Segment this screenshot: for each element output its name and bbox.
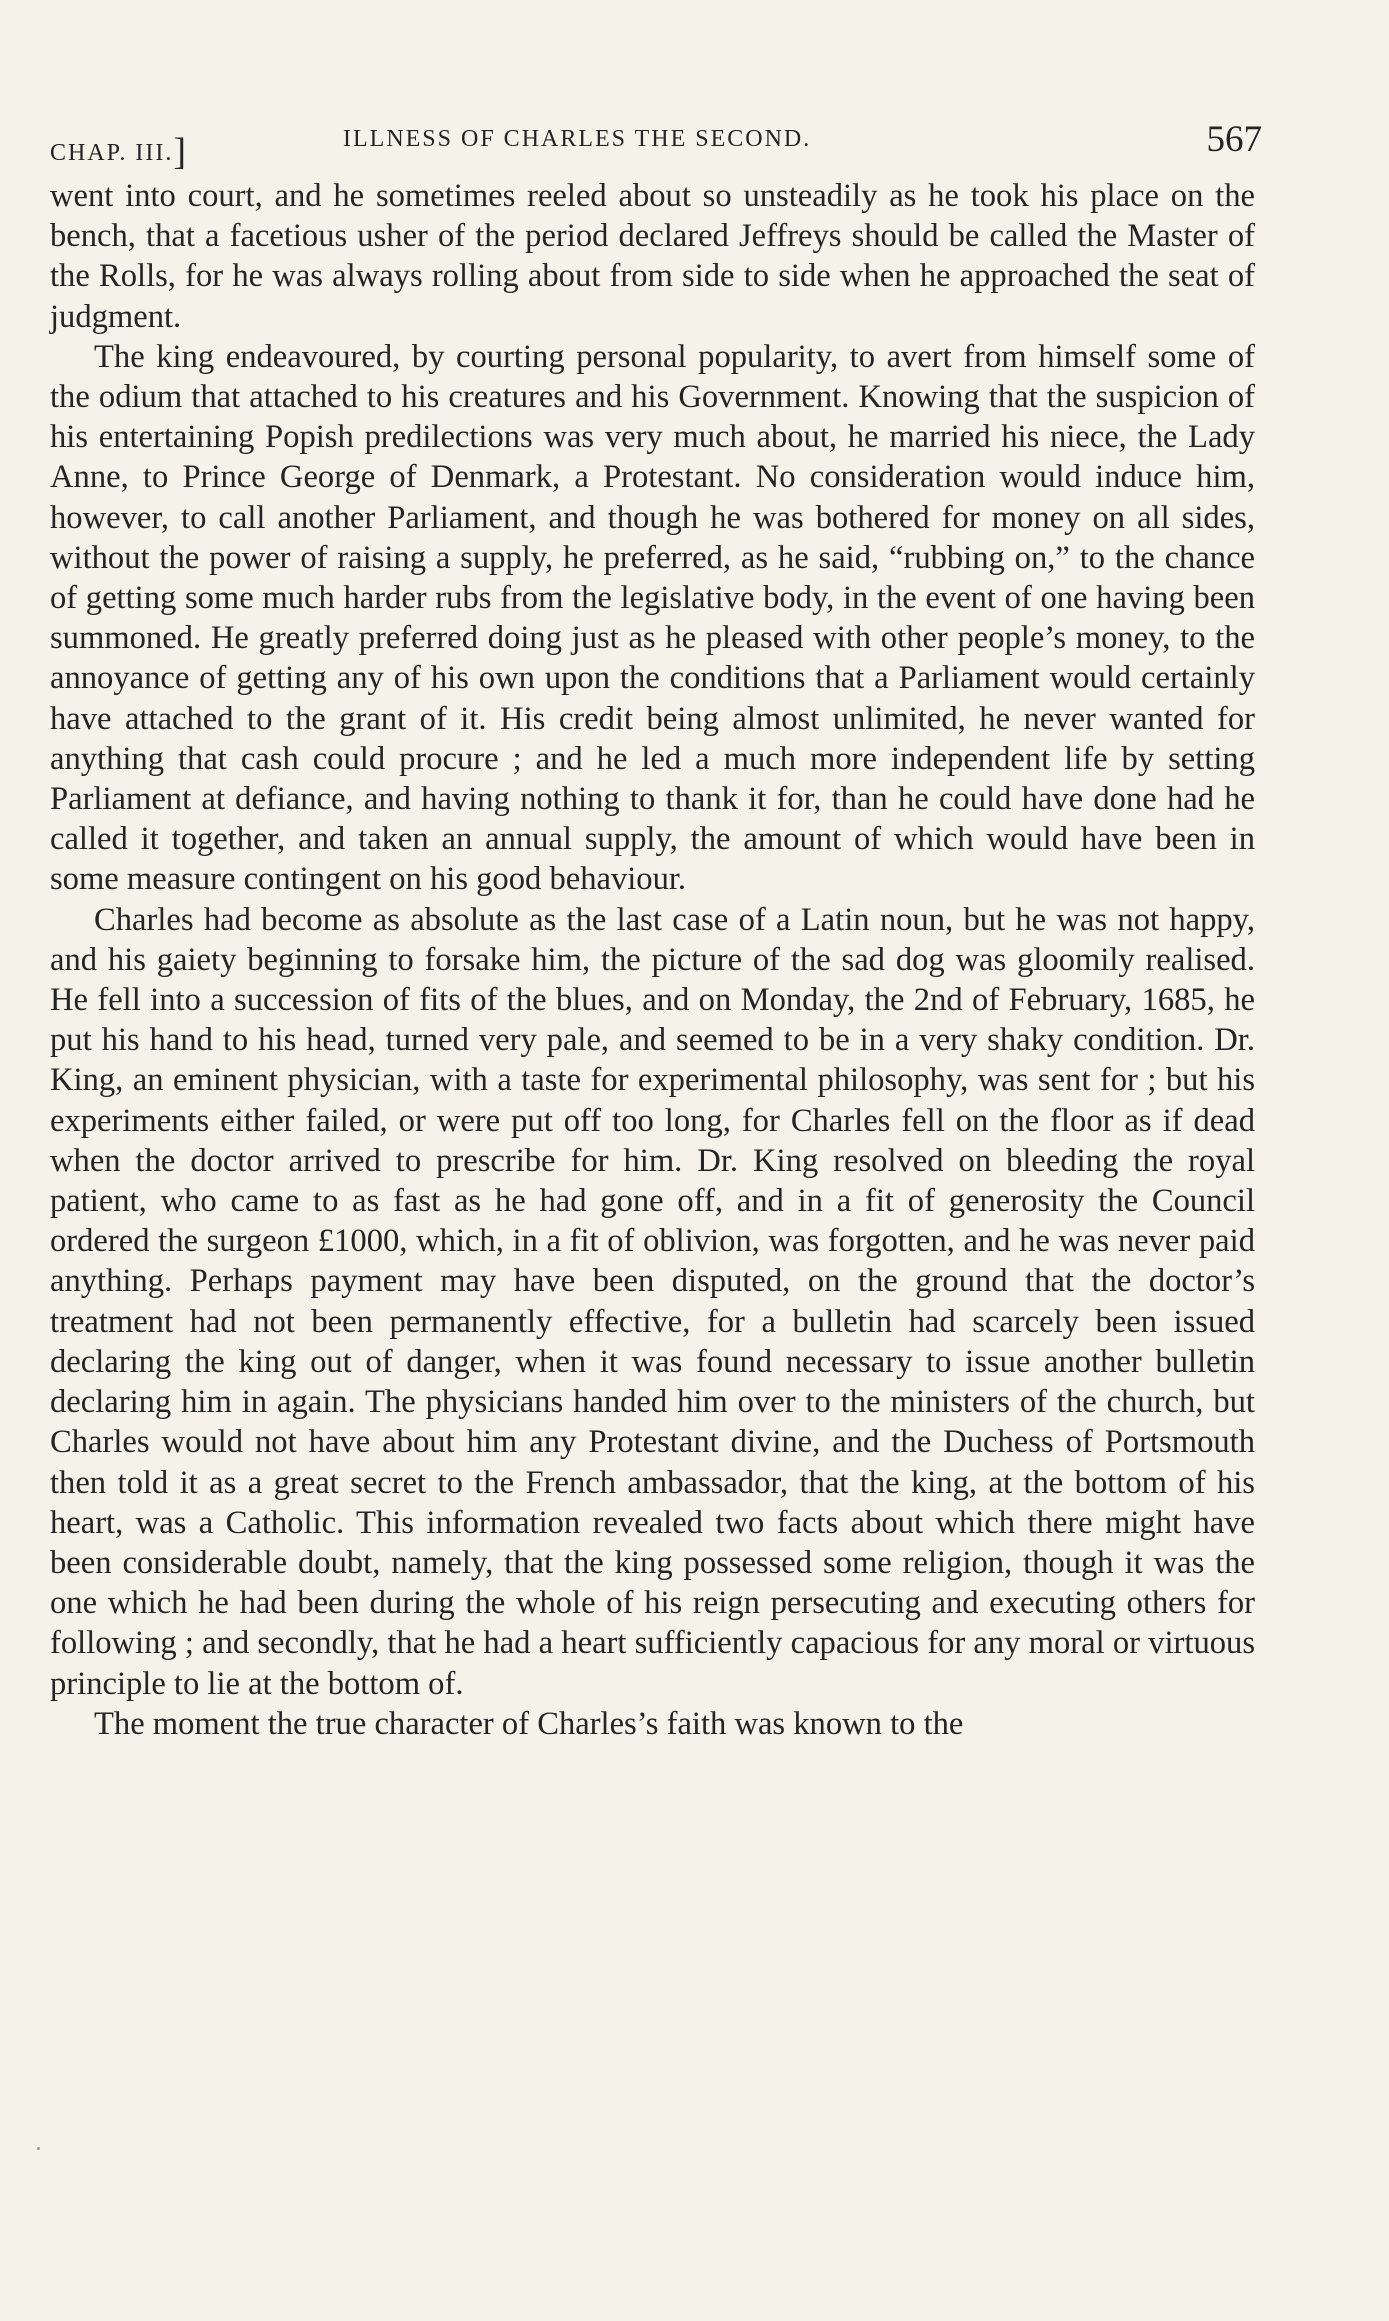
paragraph-king-popularity: The king endeavoured, by courting personal popularity, to avert from himself some of the odium that attached to his creatures and his Government. Knowing that the suspicion of his entertaining Popish predilections was very much about, he married his niece, the Lady Anne, to Prince George of Denmark, a Protestant. No consideration would induce him, however, to call another Parliament, and though he was bothered for money on all sides, without the power of raising a supply, he preferred, as he said, “rubbing on,” to the chance of getting some much harder rubs from the legislative body, in the event of one having been summoned. He greatly preferred doing just as he pleased with other people’s money, to the annoyance of getting any of his own upon the conditions that a Parliament would certainly have attached to the grant of it. His credit being almost unlimited, he never wanted for anything that cash could procure ; and he led a much more independent life by setting Parliament at defiance, and having nothing to thank it for, than he could have done had he called it together, and taken an annual supply, the amount of which would have been in some measure contingent on his good behaviour. <box>50 338 1255 898</box>
paragraph-continuation: went into court, and he sometimes reeled about so unsteadily as he took his place on the bench, that a facetious usher of the period declared Jeffreys should be called the Master of the Rolls, for he was always rolling about from side to side when he approached the seat of judgment. <box>50 178 1255 335</box>
page-number: 567 <box>1206 119 1262 160</box>
chapter-text: CHAP. III. <box>50 140 174 166</box>
margin-speck <box>37 2147 40 2150</box>
paragraph-charles-illness: Charles had become as absolute as the last case of a Latin noun, but he was not happy, and his gaiety beginning to forsake him, the picture of the sad dog was gloomily realised. He fell into a succession of fits of the blues, and on Monday, the 2nd of February, 1685, he put his hand to his head, turned very pale, and seemed to be in a very shaky condition. Dr. King, an eminent physician, with a taste for experimental philosophy, was sent for ; but his experiments either failed, or were put off too long, for Charles fell on the floor as if dead when the doctor arrived to prescribe for him. Dr. King resolved on bleeding the royal patient, who came to as fast as he had gone off, and in a fit of generosity the Council ordered the surgeon £1000, which, in a fit of oblivion, was forgotten, and he was never paid anything. Perhaps payment may have been disputed, on the ground that the doctor’s treatment had not been permanently effective, for a bulletin had scarcely been issued declaring the king out of danger, when it was found necessary to issue another bulletin declaring him in again. The physicians handed him over to the ministers of the church, but Charles would not have about him any Protestant divine, and the Duchess of Portsmouth then told it as a great secret to the French ambassador, that the king, at the bottom of his heart, was a Catholic. This information revealed two facts about which there might have been considerable doubt, namely, that the king possessed some religion, though it was the one which he had been during the whole of his reign persecuting and executing others for following ; and secondly, that he had a heart sufficiently capacious for any moral or virtuous principle to lie at the bottom of. <box>50 901 1255 1702</box>
chapter-bracket: ] <box>173 131 186 173</box>
book-page <box>50 118 1262 1744</box>
body-text <box>50 176 1255 1744</box>
running-title: ILLNESS OF CHARLES THE SECOND. <box>343 126 812 152</box>
paragraph-faith-known: The moment the true character of Charles’s faith was known to the <box>94 1705 964 1742</box>
chapter-label <box>50 126 186 173</box>
running-header <box>50 118 1262 173</box>
